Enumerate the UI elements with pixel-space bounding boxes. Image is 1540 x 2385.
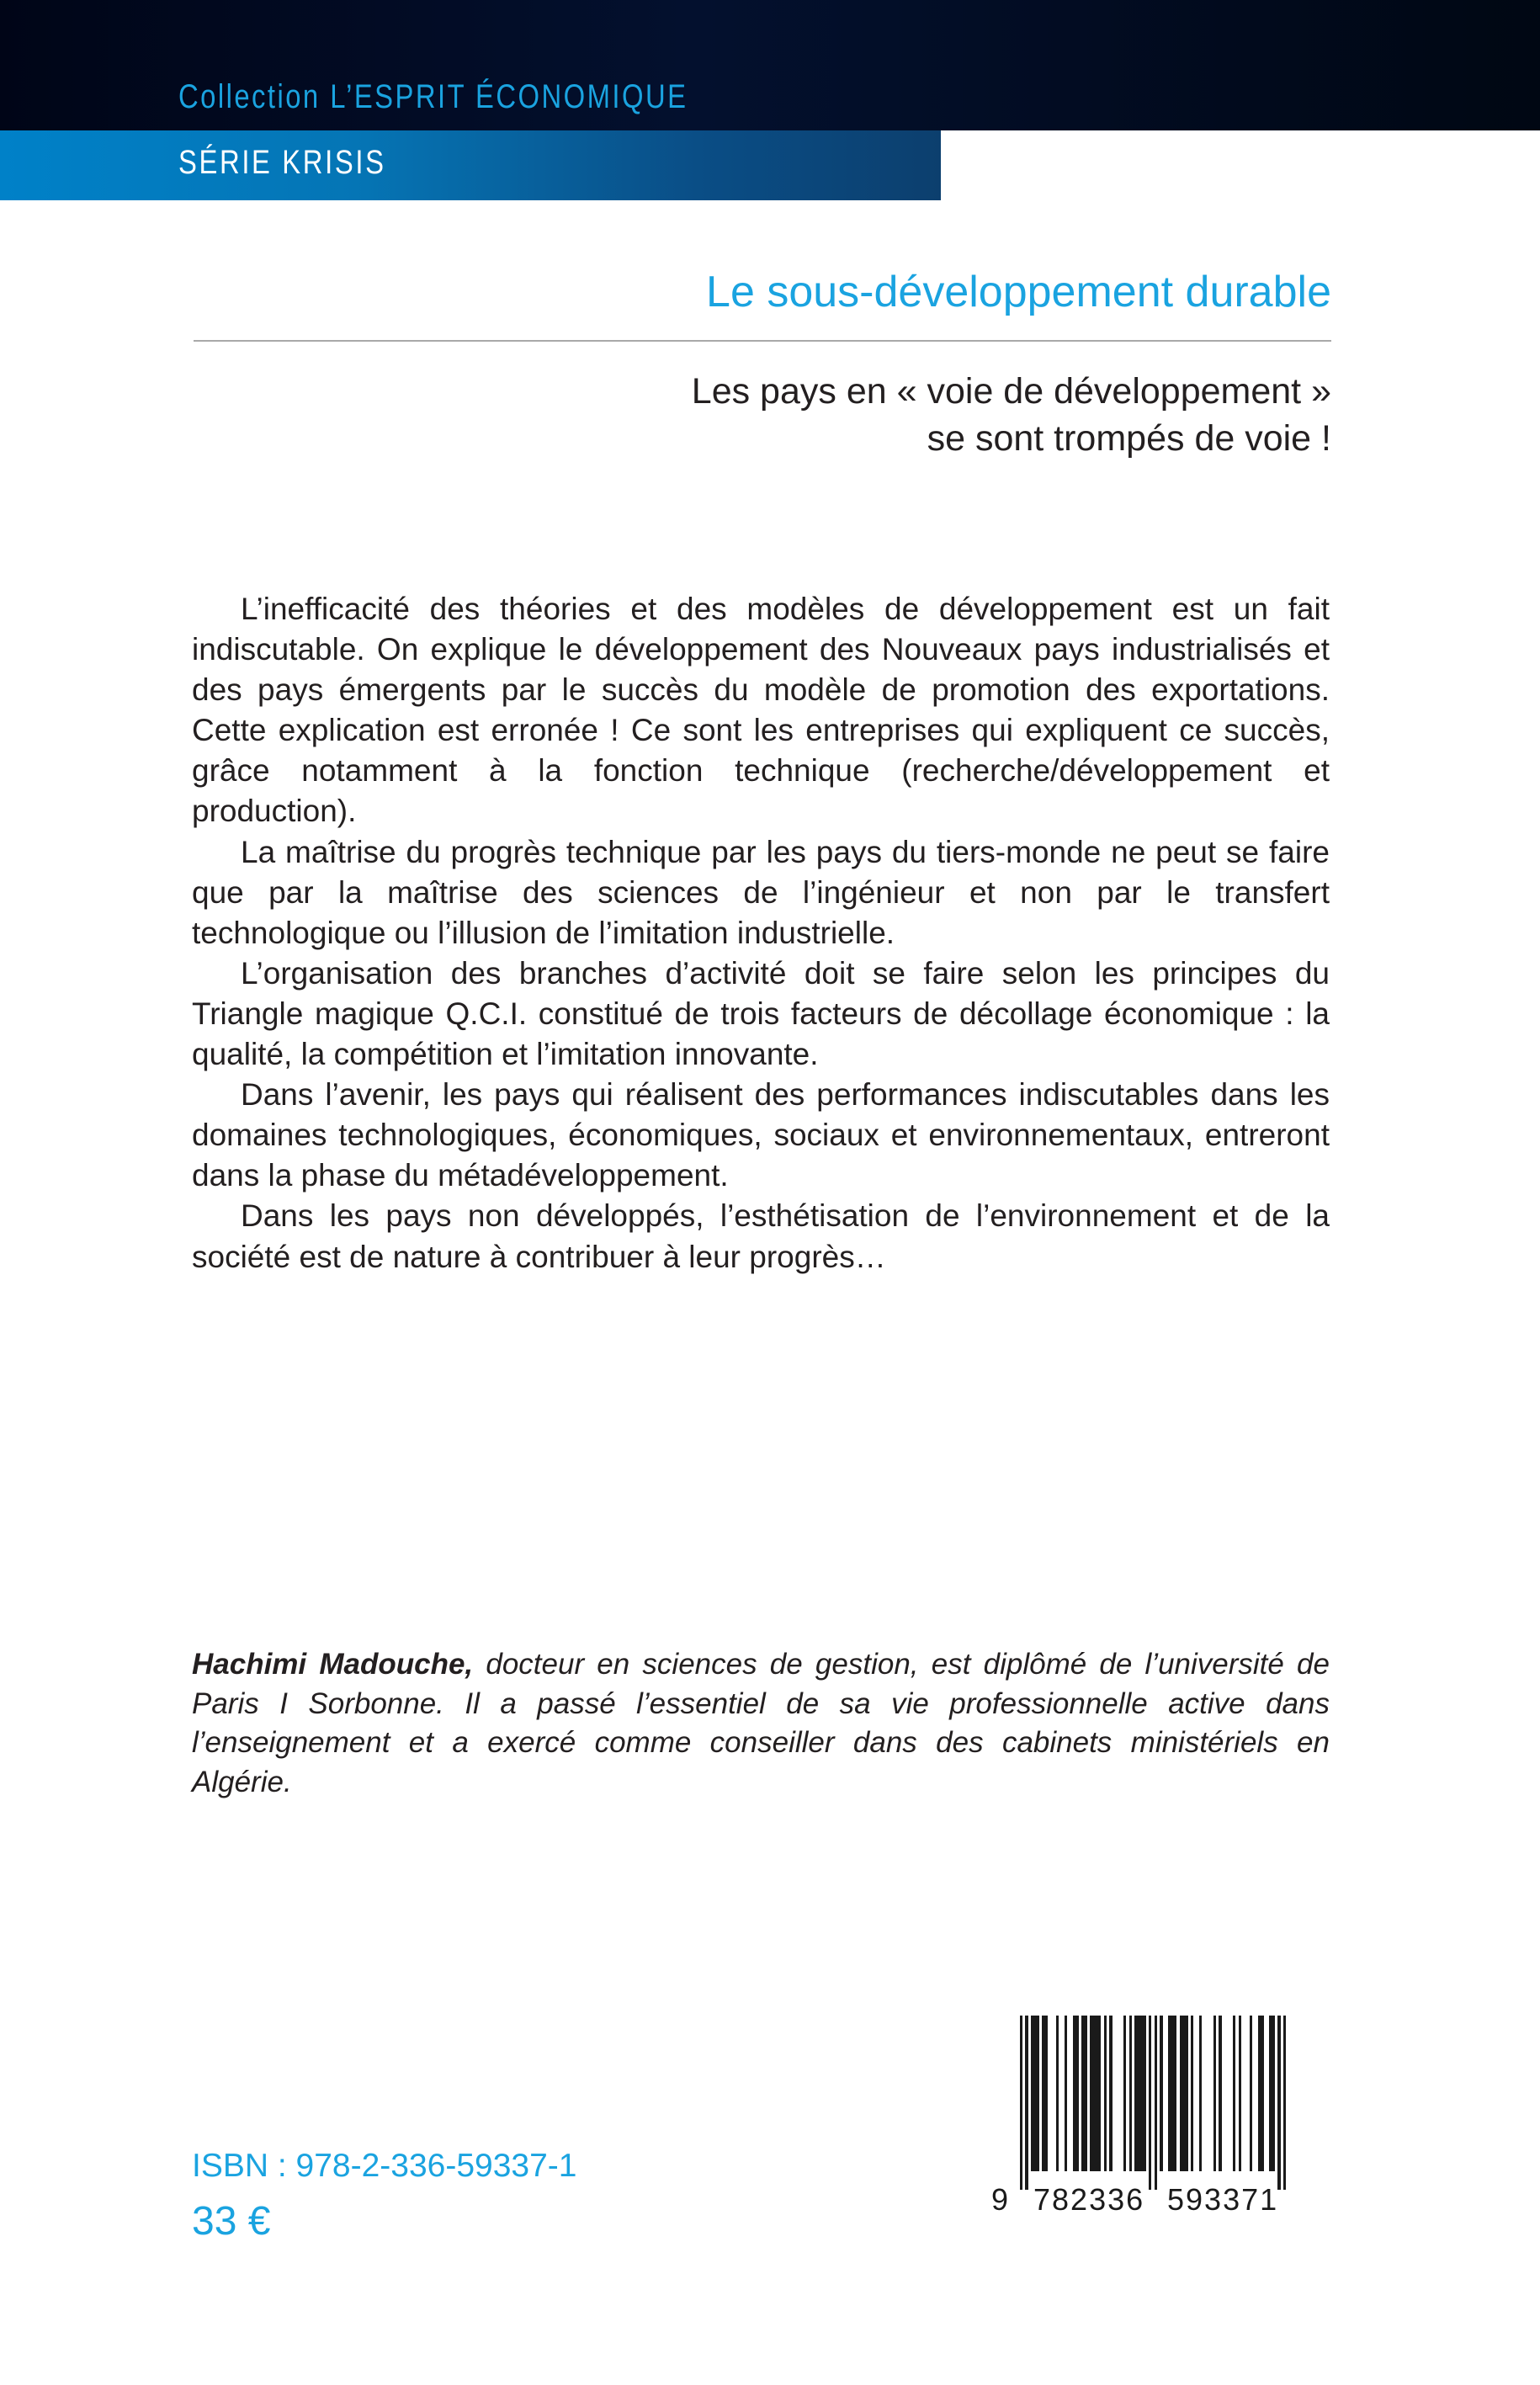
blurb-paragraph: Dans l’avenir, les pays qui réalisent des performances indiscutables dans les domaines technologiques, économiques, sociaux et environnementaux, entreront dans la phase du métadéveloppement. bbox=[192, 1077, 1330, 1193]
author-name: Hachimi Madouche, bbox=[192, 1648, 474, 1681]
blurb-paragraph: L’organisation des branches d’activité doit se faire selon les principes du Triangle magique Q.C.I. constitué de trois facteurs de décollage économique : la qualité, la compétition et l’imitation innovante. bbox=[192, 955, 1330, 1072]
barcode-digit-group-2: 782336 bbox=[1033, 2182, 1145, 2217]
blurb-paragraph: L’inefficacité des théories et des modèles de développement est un fait indiscutable. On explique le développement des Nouveaux pays industrialisés et des pays émergents par le succès du modèle de promotion des exportations. Cette explication est erronée ! Ce sont les entreprises qui expliquent ce succès, grâce notamment à la fonction technique (recherche/développement et production). bbox=[192, 592, 1330, 829]
barcode-digit-group-1: 9 bbox=[991, 2182, 1011, 2217]
subtitle-line-2: se sont trompés de voie ! bbox=[927, 417, 1331, 459]
blurb-paragraph: Dans les pays non développés, l’esthétisation de l’environnement et de la société est de nature à contribuer à leur progrès… bbox=[192, 1198, 1330, 1274]
price-label: 33 € bbox=[192, 2199, 271, 2244]
barcode bbox=[989, 2016, 1317, 2226]
header-blue-band bbox=[0, 130, 941, 200]
barcode-bars bbox=[989, 2016, 1317, 2190]
isbn-label: ISBN : 978-2-336-59337-1 bbox=[192, 2148, 577, 2184]
author-bio bbox=[192, 1645, 1330, 1802]
subtitle-line-1: Les pays en « voie de développement » bbox=[691, 371, 1331, 412]
collection-label: Collection L’ESPRIT ÉCONOMIQUE bbox=[178, 78, 688, 115]
title-divider bbox=[194, 340, 1331, 342]
barcode-digit-group-3: 593371 bbox=[1167, 2182, 1279, 2217]
blurb-paragraph: La maîtrise du progrès technique par les pays du tiers-monde ne peut se faire que par la maîtrise des sciences de l’ingénieur et non par le transfert technologique ou l’illusion de l’imitation industrielle. bbox=[192, 834, 1330, 950]
blurb-text bbox=[192, 589, 1330, 1277]
author-bio-text: docteur en sciences de gestion, est diplômé de l’université de Paris I Sorbonne. Il a passé l’essentiel de sa vie professionnelle active dans l’enseignement et a exercé comme conseiller dans des cabinets ministériels en Algérie. bbox=[192, 1648, 1330, 1798]
series-label: SÉRIE KRISIS bbox=[178, 144, 386, 181]
page-subtitle bbox=[194, 369, 1331, 463]
page-title: Le sous-développement durable bbox=[706, 268, 1331, 316]
